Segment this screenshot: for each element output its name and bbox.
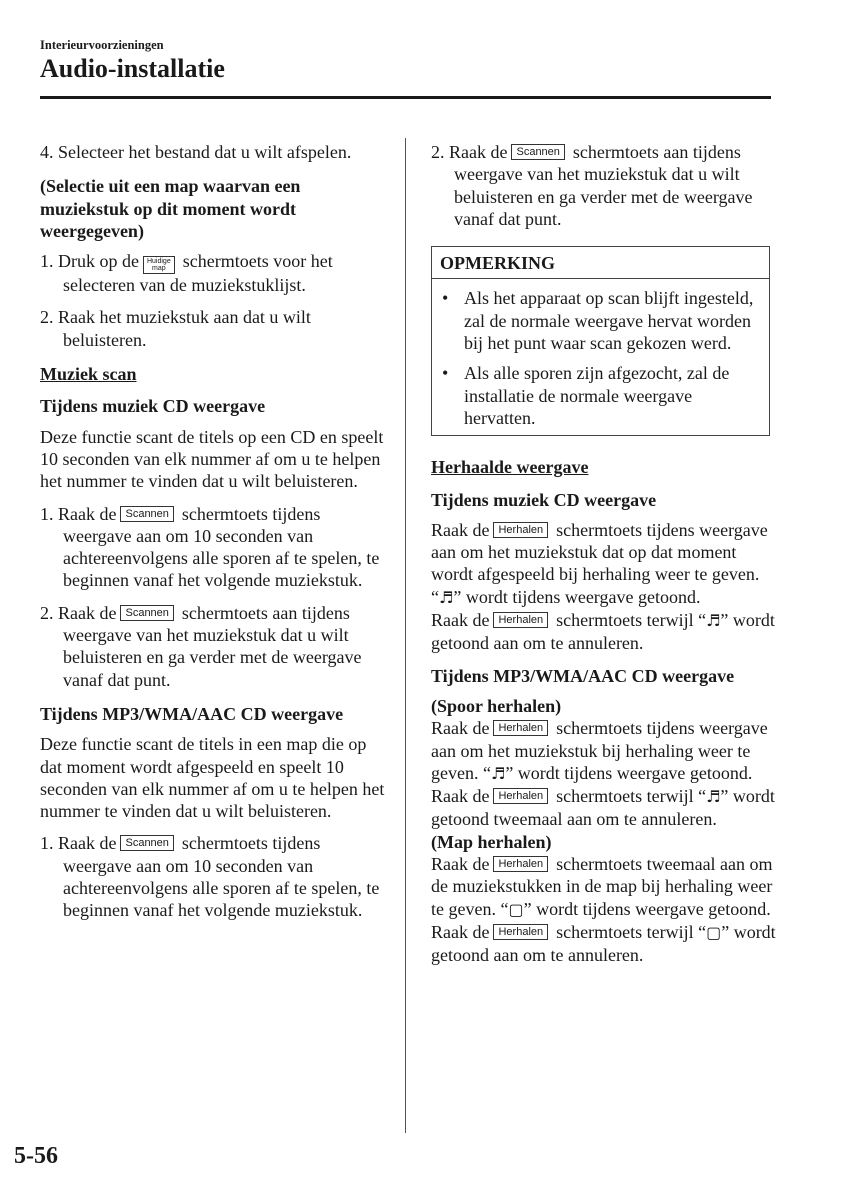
current-folder-key[interactable]: Huidige map — [143, 256, 175, 274]
section-label: Interieurvoorzieningen — [40, 38, 164, 52]
scan-key[interactable]: Scannen — [120, 835, 173, 851]
right-column — [431, 141, 776, 967]
music-note-icon: ♬ — [439, 587, 454, 607]
track-repeat-text: Raak de Herhalen schermtoets tijdens weergave aan om het muziekstuk bij herhaling weer te geven. “♬” wordt tijdens weergave getoond. — [431, 718, 768, 783]
folder-icon: ▢ — [706, 922, 722, 942]
folder-step-1: 1. Druk op de Huidige map schermtoets voor het selecteren van de muziekstuklijst. — [40, 251, 333, 296]
mp3-scan-intro: Deze functie scant de titels in een map die op dat moment wordt afgespeeld en speelt 10 seconden van elk nummer af om u te helpen het nummer te vinden dat u wilt beluisteren. — [40, 734, 385, 822]
music-scan-heading: Muziek scan — [40, 364, 137, 385]
music-note-icon: ♬ — [706, 611, 721, 631]
repeat-key[interactable]: Herhalen — [493, 856, 548, 872]
note-box — [431, 246, 770, 436]
scan-key[interactable]: Scannen — [511, 144, 564, 160]
repeat-cd-text: Raak de Herhalen schermtoets tijdens weergave aan om het muziekstuk dat op dat moment wordt afgespeeld bij herhaling weer te geven. “♬” wordt tijdens weergave getoond. — [431, 519, 768, 607]
mp3-playback-heading: Tijdens MP3/WMA/AAC CD weergave — [40, 703, 344, 724]
folder-select-heading: (Selectie uit een map waarvan een muziekstuk op dit moment wordt weergegeven) — [40, 176, 301, 241]
mp3-scan-step-1: 1. Raak de Scannen schermtoets tijdens weergave aan om 10 seconden van achtereenvolgens alle sporen af te spelen, te beginnen vanaf het volgende muziekstuk. — [40, 833, 380, 921]
repeat-cd-cancel: Raak de Herhalen schermtoets terwijl “♬” wordt getoond aan om te annuleren. — [431, 610, 775, 654]
folder-step-2: 2. Raak het muziekstuk aan dat u wilt beluisteren. — [40, 307, 311, 350]
scan-key[interactable]: Scannen — [120, 506, 173, 522]
cd-scan-step-1: 1. Raak de Scannen schermtoets tijdens weergave aan om 10 seconden van achtereenvolgens alle sporen af te spelen, te beginnen vanaf het volgende muziekstuk. — [40, 503, 380, 591]
mp3-scan-step-2: 2. Raak de Scannen schermtoets aan tijdens weergave van het muziekstuk dat u wilt beluisteren en ga verder met de weergave vanaf dat punt. — [431, 142, 753, 229]
repeat-key[interactable]: Herhalen — [493, 612, 548, 628]
cd-scan-intro: Deze functie scant de titels op een CD en speelt 10 seconden van elk nummer af om u te helpen het nummer te vinden dat u wilt beluisteren. — [40, 426, 384, 492]
track-repeat-cancel: Raak de Herhalen schermtoets terwijl “♬” wordt getoond tweemaal aan om te annuleren. — [431, 786, 775, 830]
repeat-key[interactable]: Herhalen — [493, 924, 548, 940]
folder-repeat-heading: (Map herhalen) — [431, 831, 552, 852]
repeat-key[interactable]: Herhalen — [493, 720, 548, 736]
note-item: • Als het apparaat op scan blijft ingesteld, zal de normale weergave hervat worden bij het punt waar scan gekozen werd. — [442, 288, 754, 354]
page-number: 5-56 — [14, 1143, 58, 1169]
repeat-playback-heading: Herhaalde weergave — [431, 457, 589, 478]
page-title: Audio-installatie — [40, 54, 225, 83]
note-title: OPMERKING — [432, 247, 769, 279]
repeat-cd-heading: Tijdens muziek CD weergave — [431, 489, 657, 510]
title-rule — [40, 96, 771, 99]
cd-playback-heading: Tijdens muziek CD weergave — [40, 396, 266, 417]
left-column — [40, 141, 390, 922]
repeat-key[interactable]: Herhalen — [493, 788, 548, 804]
repeat-mp3-heading: Tijdens MP3/WMA/AAC CD weergave — [431, 665, 735, 686]
track-repeat-heading: (Spoor herhalen) — [431, 695, 562, 716]
scan-key[interactable]: Scannen — [120, 605, 173, 621]
note-item: • Als alle sporen zijn afgezocht, zal de installatie de normale weergave hervatten. — [442, 363, 730, 428]
music-note-icon: ♬ — [706, 787, 721, 807]
column-divider — [405, 138, 406, 1133]
folder-icon: ▢ — [508, 899, 524, 919]
step-4: 4. Selecteer het bestand dat u wilt afspelen. — [40, 142, 352, 162]
folder-repeat-cancel: Raak de Herhalen schermtoets terwijl “▢” wordt getoond aan om te annuleren. — [431, 921, 776, 966]
repeat-key[interactable]: Herhalen — [493, 522, 548, 538]
cd-scan-step-2: 2. Raak de Scannen schermtoets aan tijdens weergave van het muziekstuk dat u wilt beluisteren en ga verder met de weergave vanaf dat punt. — [40, 602, 362, 690]
music-note-icon: ♬ — [490, 763, 506, 783]
folder-repeat-text: Raak de Herhalen schermtoets tweemaal aan om de muziekstukken in de map bij herhaling weer te geven. “▢” wordt tijdens weergave getoond. — [431, 854, 773, 919]
